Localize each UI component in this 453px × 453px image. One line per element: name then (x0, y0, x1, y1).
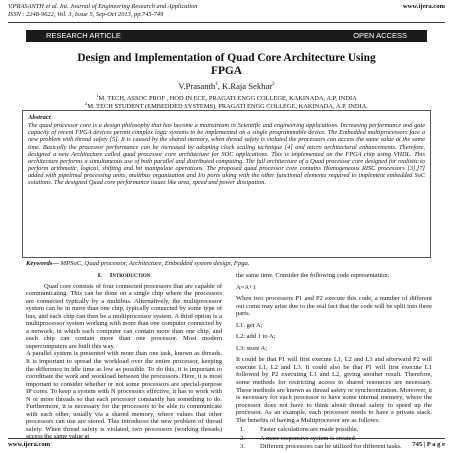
abstract-heading: Abstract (28, 114, 51, 121)
author-1: V.Prasanth (178, 80, 216, 91)
footer-website[interactable]: www.ijera.com (8, 441, 51, 448)
author-2: , K.Raja Sekhar (217, 80, 273, 91)
section-title: Introduction (109, 272, 151, 279)
page-number-value: 745 (412, 441, 423, 448)
author-2-marker: 2 (272, 82, 275, 87)
list-item-number: 2. (240, 434, 245, 442)
research-article-label: RESEARCH ARTICLE (46, 31, 121, 40)
header-divider (8, 22, 445, 23)
running-header (8, 3, 445, 27)
list-item-text: A more responsive system is created. (260, 434, 357, 442)
title-line-2: FPGA (210, 65, 242, 77)
open-access-label: OPEN ACCESS (353, 31, 407, 40)
keywords-line (26, 260, 427, 268)
list-item-text: Different processors can be utilized for different tasks. (260, 443, 402, 451)
intro-paragraph-1: Quad core consists of four connected processors that are capable of communicating. This can be done on a single chip where the processors are connected typically by a multibus. Alternatively, the multiprocessor system can be in more than one chip, typically connected by some type of bus, and each chip can then be a multiprocessor system. A third option is a multiprocessor system working with more than one computer connected by a network, in which each computer can contain more than one chip, and each chip can contain more than one processor. Most modern supercomputers are built this way. (26, 282, 222, 350)
code-line-4: L3: store A; (236, 344, 268, 352)
abstract-text: The quad processor core is a design philosophy that has become a mainstream in Scientific and engineering applications. Increasing performance and gate capacity of recent FPGA devices permit complex logic systems to be implemented on a single programmable device. The Embedded multiprocessors face a new problem with thread safety [5]. It is caused by the shared memory, when thread safety is violated the processors can access the same value at the same time. Basically the processor performance can be increased by adopting clock scaling technique [4] and micro architectural enhancements. Therefore, designed a new Architecture called quad processor core architecture for SOC applications. This is implemented on the FPGA chip using VHDL. This architecture performs a simultaneous use of both parallel and distributed computing. The full architecture of a Quad processor core designed for realistic to perform arithmetic, logical, shifting and bit manipulate operations. The proposed quad processor core contains Homogeneous RISC processors [3],[7] added with pipelined processing units, multibus organization and I/o ports along with the other functional elements required to implement embedded SoC solutions. The designed Quad core performance issues like area, speed and power dissipation. (28, 122, 425, 187)
list-item (240, 426, 432, 434)
title-line-1: Design and Implementation of Quad Core Architecture Using (77, 52, 376, 64)
right-paragraph-2: When two processors P1 and P2 execute this code, a number of different out come may arise due to the real fact that the code will be split into three parts. (236, 295, 432, 318)
affiliation-2-marker: 2 (85, 101, 88, 106)
author-1-marker: 1 (215, 82, 218, 87)
section-number: I. (97, 272, 102, 279)
affiliation-2-text: M. TECH STUDENT (EMBEDDED SYSTEMS), PRAGATI ENGG COLLEGE, KAKINADA, A.P, INDIA. (87, 103, 368, 111)
page-label: | P a g e (422, 441, 445, 448)
keywords-dash: — (52, 260, 59, 267)
keywords-text: MPSoC, Quad processor, Architecture, Embedded system design, Fpga. (58, 260, 250, 267)
author-list (20, 80, 433, 91)
page-number (412, 441, 445, 448)
issn-line: ISSN : 2248-9622, Vol. 3, Issue 5, Sep-Oct 2013, pp.745-749 (8, 11, 164, 18)
paper-title (20, 52, 433, 78)
code-line-2: L1: get A; (236, 321, 263, 329)
section-heading-introduction (26, 272, 222, 280)
journal-website[interactable]: www.ijera.com (402, 3, 445, 10)
left-column (26, 272, 222, 441)
affiliation-1-text: M. TECH, ASSOC PROF , HOD IN ECE, PRAGATI ENGG COLLEGE, KAKINADA, A.P, INDIA (98, 95, 357, 103)
code-line-1: A=A+1 (236, 283, 256, 291)
intro-paragraph-2: A parallel system is presented with more than one task, known as threads. It is important to spread the workload over the entire processor, keeping the difference in idle time as low as possible. To do this, it is important to coordinate the work and workload between the processors. Here, it is most important to consider whether or not some processors are special-purpose IP cores. To keep a system with N processors effective, it has to work with N or more threads so that each processor constantly has something to do. Furthermore, it is necessary for the processors to be able to communicate with each other, usually via a shared memory, where values that other processors can use are stored. This introduces the new problem of thread safety. When thread safety is violated, two processors (working threads) access the same value at (26, 350, 222, 441)
citation-line: V.PRASANTH et al. Int. Journal of Engineering Research and Application (8, 3, 198, 10)
footer-divider (8, 438, 445, 439)
list-item-text: Faster calculations are made possible. (260, 426, 359, 434)
right-paragraph-3: It could be that P1 will first execute L1, L2 and L3 and afterward P2 will execute L1, L2 and L3. It could also be that P1 will first execute L1 followed by P2 executing L1 and L2, giving another result. Therefore, some methods for restricting access to shared resources are necessary. These methods are known as thread safety or synchronization. Moreover, it is necessary for each processor to have some internal memory, where the processor does not have to think about thread safety to speed up the processor. As an example, each processor needs to have a private stack. The benefits of having a Multiprocessor are as follows: (236, 356, 432, 424)
affiliation-1-marker: 1 (96, 93, 99, 98)
code-line-3: L2: add 1 to A; (236, 333, 276, 341)
list-item-number: 3. (240, 443, 245, 451)
right-column (236, 272, 432, 452)
page-footer (8, 438, 445, 451)
article-type-banner (26, 30, 427, 42)
journal-citation (8, 3, 197, 19)
keywords-label: Keywords (26, 260, 53, 267)
abstract-box (22, 110, 431, 258)
right-paragraph-1: the same time. Consider the following code representation: (236, 272, 390, 279)
list-item-number: 1. (240, 426, 245, 434)
